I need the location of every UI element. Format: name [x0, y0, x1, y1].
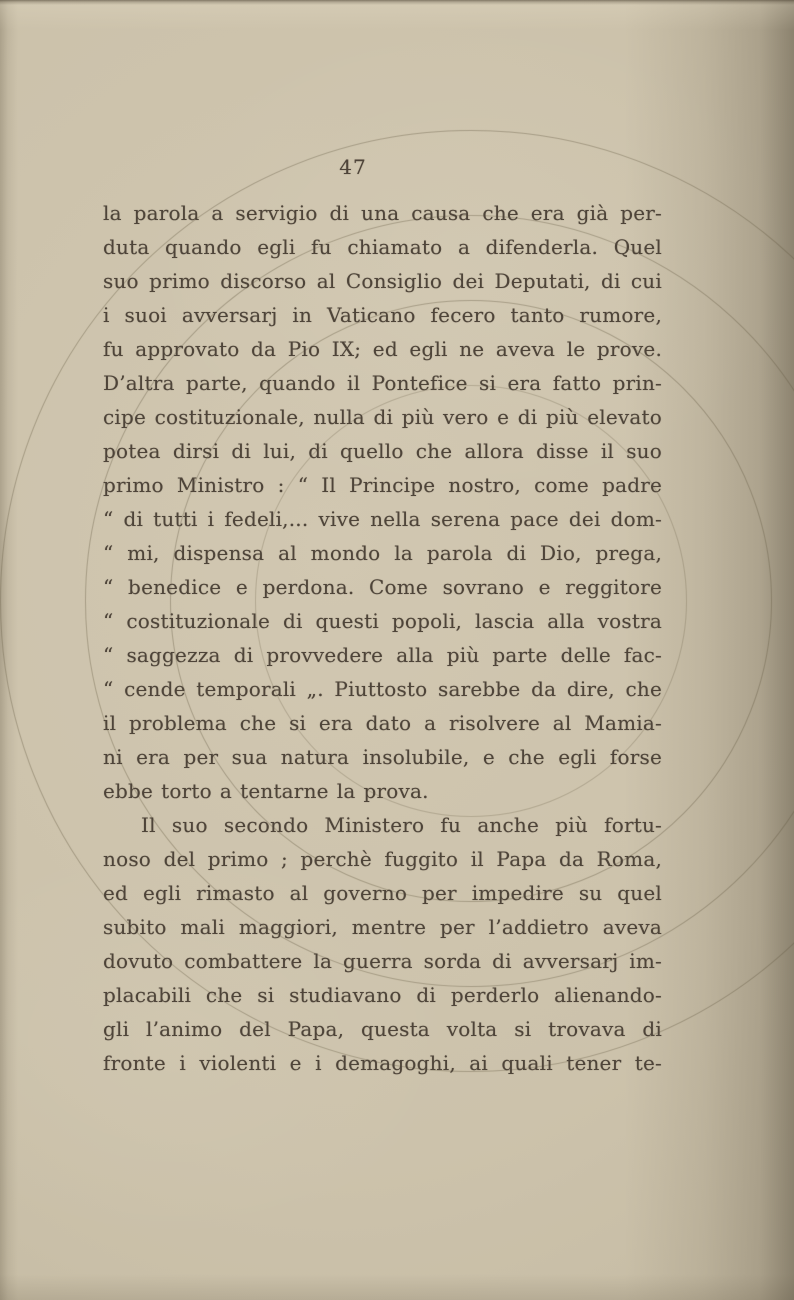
text-line: fronte i violenti e i demagoghi, ai quali tener te-: [103, 1051, 662, 1075]
text-line: dovuto combattere la guerra sorda di avversarj im-: [103, 949, 662, 973]
text-line: “ costituzionale di questi popoli, lascia alla vostra: [103, 609, 662, 633]
text-line: fu approvato da Pio IX; ed egli ne aveva le prove.: [103, 337, 662, 361]
text-line: potea dirsi di lui, di quello che allora disse il suo: [103, 439, 662, 463]
text-line: ni era per sua natura insolubile, e che egli forse: [103, 745, 662, 769]
text-line: cipe costituzionale, nulla di più vero e di più elevato: [103, 405, 662, 429]
text-line: ebbe torto a tentarne la prova.: [103, 779, 429, 803]
text-line: “ mi, dispensa al mondo la parola di Dio, prega,: [103, 541, 662, 565]
text-line: i suoi avversarj in Vaticano fecero tanto rumore,: [103, 303, 662, 327]
page-number: 47: [339, 155, 367, 179]
text-line: “ benedice e perdona. Come sovrano e reggitore: [103, 575, 662, 599]
text-line: noso del primo ; perchè fuggito il Papa da Roma,: [103, 847, 662, 871]
text-line: suo primo discorso al Consiglio dei Deputati, di cui: [103, 269, 662, 293]
text-line: “ cende temporali „. Piuttosto sarebbe da dire, che: [103, 677, 662, 701]
text-line: duta quando egli fu chiamato a difenderla. Quel: [103, 235, 662, 259]
text-line: “ saggezza di provvedere alla più parte delle fac-: [103, 643, 662, 667]
text-line: placabili che si studiavano di perderlo alienando-: [103, 983, 662, 1007]
text-line: “ di tutti i fedeli,... vive nella serena pace dei dom-: [103, 507, 662, 531]
text-line: Il suo secondo Ministero fu anche più fortu-: [141, 813, 662, 837]
text-line: ed egli rimasto al governo per impedire su quel: [103, 881, 662, 905]
text-line: subito mali maggiori, mentre per l’addietro aveva: [103, 915, 662, 939]
text-line: il problema che si era dato a risolvere al Mamia-: [103, 711, 662, 735]
text-block: [103, 196, 662, 1080]
text-line: gli l’animo del Papa, questa volta si trovava di: [103, 1017, 662, 1041]
text-line: la parola a servigio di una causa che era già per-: [103, 201, 662, 225]
text-line: D’altra parte, quando il Pontefice si era fatto prin-: [103, 371, 662, 395]
text-line: primo Ministro : “ Il Principe nostro, come padre: [103, 473, 662, 497]
